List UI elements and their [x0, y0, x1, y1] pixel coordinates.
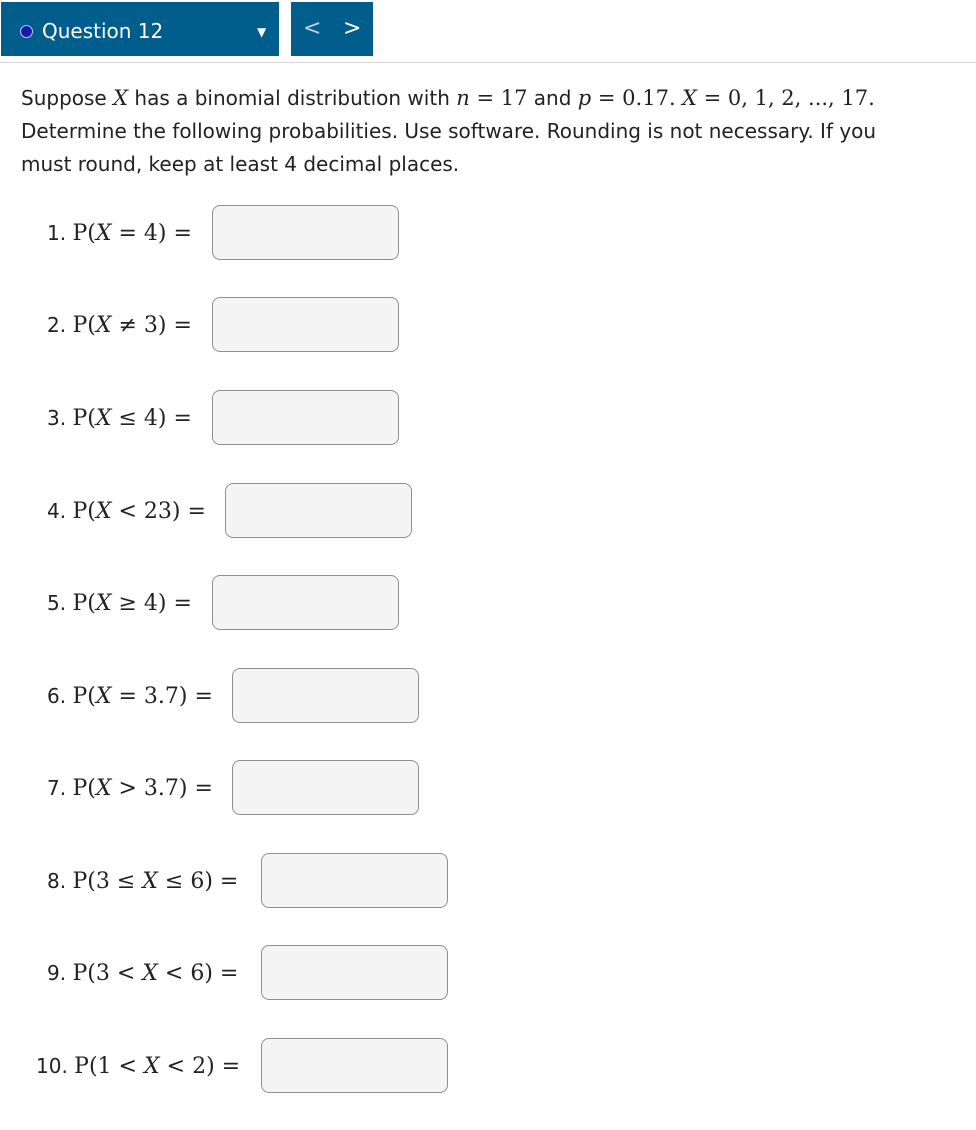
question-prompt: [21, 82, 921, 181]
answer-input-8[interactable]: [261, 853, 448, 908]
answer-input-1[interactable]: [212, 205, 399, 260]
math-n-value: = 17: [469, 86, 528, 110]
next-question-button[interactable]: >: [343, 16, 362, 41]
math-expression: P(X = 3.7) =: [72, 684, 213, 709]
answer-input-2[interactable]: [212, 297, 399, 352]
question-label-5: [47, 588, 192, 619]
math-expression: P(1 < X < 2) =: [74, 1054, 241, 1079]
item-number: 8.: [47, 869, 67, 893]
math-expression: P(3 < X < 6) =: [72, 961, 239, 986]
item-number: 10.: [36, 1054, 68, 1078]
answer-input-6[interactable]: [232, 668, 419, 723]
toolbar-divider: [0, 62, 976, 63]
prompt-text: has a binomial distribution with: [128, 86, 457, 110]
item-number: 9.: [47, 961, 67, 985]
chevron-down-icon: ▼: [257, 25, 267, 39]
math-expression: P(X ≤ 4) =: [72, 406, 192, 431]
question-status-icon: [20, 25, 33, 38]
item-number: 4.: [47, 499, 67, 523]
question-label-9: [47, 958, 238, 989]
item-number: 3.: [47, 406, 67, 430]
math-p-value: = 0.17.: [591, 86, 676, 110]
math-expression: P(X ≥ 4) =: [72, 591, 192, 616]
answer-input-7[interactable]: [232, 760, 419, 815]
question-label: Question 12: [42, 19, 164, 43]
math-expression: P(X = 4) =: [72, 221, 192, 246]
answer-input-4[interactable]: [225, 483, 412, 538]
question-label-4: [47, 496, 206, 527]
item-number: 2.: [47, 313, 67, 337]
question-label-3: [47, 403, 192, 434]
answer-input-9[interactable]: [261, 945, 448, 1000]
item-number: 7.: [47, 776, 67, 800]
answer-input-5[interactable]: [212, 575, 399, 630]
math-support: = 0, 1, 2, ..., 17.: [696, 86, 875, 110]
answer-input-3[interactable]: [212, 390, 399, 445]
prompt-text: and: [527, 86, 578, 110]
math-expression: P(X < 23) =: [72, 499, 206, 524]
question-label-2: [47, 310, 192, 341]
item-number: 5.: [47, 591, 67, 615]
question-selector[interactable]: [1, 2, 279, 56]
question-label-1: [47, 218, 192, 249]
question-label-8: [47, 866, 238, 897]
question-label-7: [47, 773, 213, 804]
answer-input-10[interactable]: [261, 1038, 448, 1093]
question-label-10: [36, 1051, 240, 1082]
question-label-6: [47, 681, 213, 712]
math-var-p: p: [577, 86, 592, 110]
question-nav: [291, 2, 373, 56]
item-number: 1.: [47, 221, 67, 245]
math-var-n: n: [456, 86, 470, 110]
prompt-text: Determine the following probabilities. Use software. Rounding is not necessary. If you must round, keep at least 4 decimal places.: [21, 119, 877, 176]
math-expression: P(X > 3.7) =: [72, 776, 213, 801]
prompt-text: Suppose: [21, 86, 114, 110]
math-var-x: X: [681, 86, 697, 110]
math-expression: P(X ≠ 3) =: [72, 313, 192, 338]
math-var-x: X: [113, 86, 129, 110]
item-number: 6.: [47, 684, 67, 708]
math-expression: P(3 ≤ X ≤ 6) =: [72, 869, 239, 894]
question-toolbar: [0, 0, 976, 62]
previous-question-button[interactable]: <: [303, 16, 322, 41]
